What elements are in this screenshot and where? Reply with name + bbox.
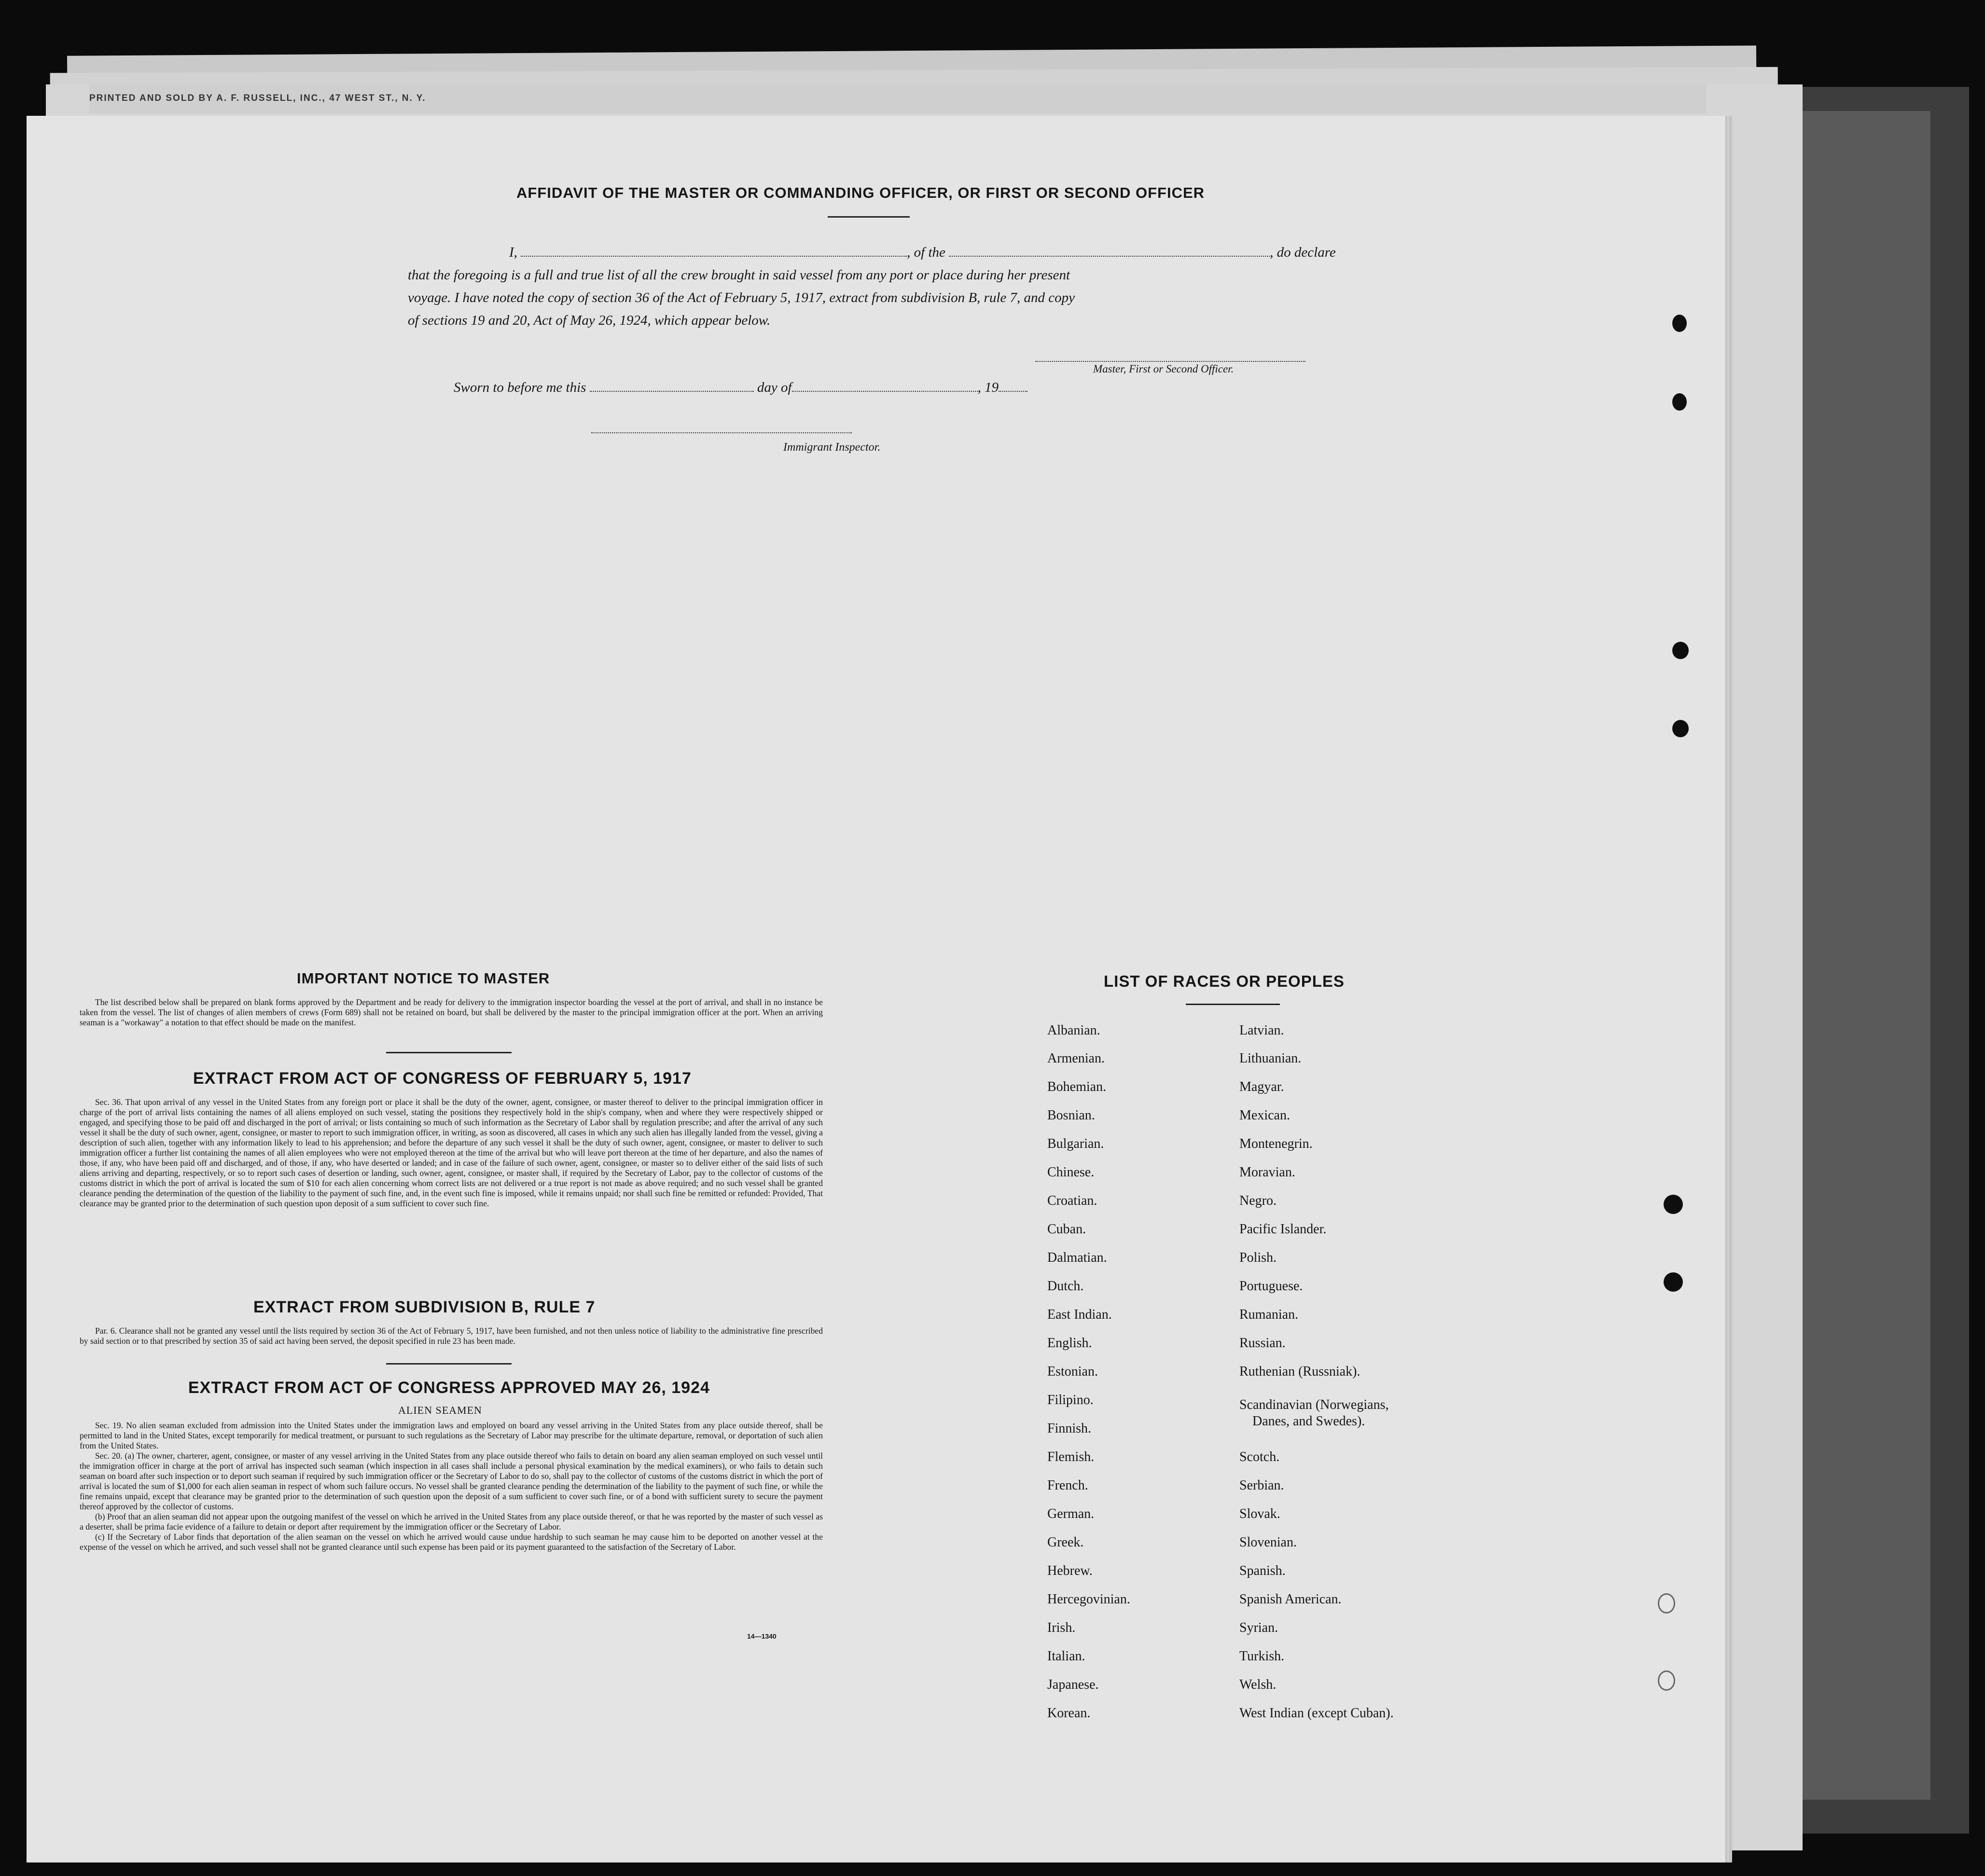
vessel-blank[interactable] bbox=[949, 242, 1270, 257]
binder-hole bbox=[1672, 642, 1689, 659]
master-signature-label: Master, First or Second Officer. bbox=[1093, 363, 1234, 375]
binder-hole-ring bbox=[1658, 1670, 1675, 1691]
act-1924-sec19: Sec. 19. No alien seaman excluded from admission into the United States under the immigration laws and employed on board any vessel arriving in the United States from any place outside thereof, shall be permitted to land in the United States, except temporarily for medical treatment, or pursuant to such regulations as the Secretary of Labor may prescribe for the ultimate departure, removal, or deportation of such alien from the United States. bbox=[80, 1421, 823, 1450]
race-left-item: Cuban. bbox=[1047, 1222, 1086, 1237]
act-1924-sec20c: (c) If the Secretary of Labor finds that deportation of the alien seaman on the vessel on which he arrived would cause undue hardship to such seaman he may cause him to be deported on another vessel at the expense of the vessel on which he arrived, and such vessel shall not be granted clearance until such expense has been paid or its payment guaranteed to the satisfaction of the Secretary of Labor. bbox=[80, 1532, 823, 1552]
binder-hole-ring bbox=[1658, 1593, 1675, 1614]
race-right-item: Portuguese. bbox=[1239, 1279, 1303, 1294]
race-right-item: Danes, and Swedes). bbox=[1252, 1414, 1365, 1429]
act-1924-text bbox=[80, 1421, 823, 1552]
form-number: 14—1340 bbox=[747, 1632, 777, 1640]
affidavit-i: I, bbox=[509, 245, 517, 260]
race-left-item: Bulgarian. bbox=[1047, 1136, 1104, 1151]
race-left-item: Greek. bbox=[1047, 1535, 1084, 1550]
sworn-day-blank[interactable] bbox=[590, 377, 754, 392]
affidavit-of-the: , of the bbox=[907, 245, 945, 260]
notice-paragraph: The list described below shall be prepared on blank forms approved by the Department and be ready for delivery to the immigration inspector boarding the vessel at the port of arrival, and shall in no instance be taken from the vessel. The list of changes of alien members of crews (Form 689) shall not be retained on board, but shall be delivered by the master to the principal immigration officer at the port. When an arriving seaman is a "workaway" a notation to that effect should be made on the manifest. bbox=[80, 997, 823, 1027]
race-right-item: Welsh. bbox=[1239, 1677, 1277, 1692]
race-right-item: Turkish. bbox=[1239, 1649, 1285, 1664]
race-left-item: Bohemian. bbox=[1047, 1079, 1107, 1094]
race-left-item: French. bbox=[1047, 1478, 1088, 1493]
race-right-item: Scandinavian (Norwegians, bbox=[1239, 1397, 1389, 1412]
race-left-item: Japanese. bbox=[1047, 1677, 1099, 1692]
divider bbox=[1186, 1004, 1280, 1005]
race-right-item: Negro. bbox=[1239, 1193, 1277, 1208]
inspector-signature-label: Immigrant Inspector. bbox=[783, 441, 881, 454]
race-left-item: Chinese. bbox=[1047, 1165, 1095, 1180]
affidavit-line-3: voyage. I have noted the copy of section 36 of the Act of February 5, 1917, extract from subdivision B, rule 7, and copy bbox=[408, 290, 1075, 305]
race-left-item: Flemish. bbox=[1047, 1449, 1095, 1464]
race-left-item: Hebrew. bbox=[1047, 1563, 1093, 1578]
race-right-item: Magyar. bbox=[1239, 1079, 1284, 1094]
race-left-item: Armenian. bbox=[1047, 1051, 1105, 1066]
notice-text bbox=[80, 997, 823, 1028]
race-right-item: Rumanian. bbox=[1239, 1307, 1299, 1322]
race-right-item: Spanish American. bbox=[1239, 1592, 1342, 1607]
race-left-item: Hercegovinian. bbox=[1047, 1592, 1130, 1607]
race-left-item: East Indian. bbox=[1047, 1307, 1112, 1322]
race-right-item: Slovak. bbox=[1239, 1506, 1280, 1521]
race-right-item: Montenegrin. bbox=[1239, 1136, 1313, 1151]
race-right-item: Spanish. bbox=[1239, 1563, 1286, 1578]
race-right-item: Pacific Islander. bbox=[1239, 1222, 1327, 1237]
act-1917-sec36: Sec. 36. That upon arrival of any vessel in the United States from any foreign port or place it shall be the duty of the owner, agent, consignee, or master thereof to deliver to the principal immigration officer in charge of the port of arrival lists containing the names of all aliens employed on such vessel, stating the positions they respectively hold in the ship's company, when and where they were respectively shipped or engaged, and specifying those to be paid off and discharged in the port of arrival; or lists containing so much of such information as the Secretary of Labor shall by regulation prescribe; and after the arrival of any such vessel it shall be the duty of such owner, agent, consignee, or master to report to such immigration officer, in writing, as soon as discovered, all cases in which any such alien has illegally landed from the vessel, giving a description of such alien, together with any information likely to lead to his apprehension; and before the departure of any such vessel it shall be the duty of such owner, agent, consignee, or master to deliver to such immigration officer a further list containing the names of all alien employees who were not employed thereon at the time of the arrival but who will leave port thereon at the time of her departure, and also the names of those, if any, who have been paid off and discharged, and of those, if any, who have deserted or landed; and in case of the failure of such owner, agent, consignee, or master so to deliver either of the said lists of such aliens arriving and departing, respectively, or so to report such cases of desertion or landing, such owner, agent, consignee, or master shall, if required by the Secretary of Labor, pay to the collector of customs of the customs district in which the port of arrival is located the sum of $10 for each alien concerning whom correct lists are not delivered or a true report is not made as above required; and no such vessel shall be granted clearance pending the determination of the question of the liability to the payment of such fine, and, in the event such fine is imposed, while it remains unpaid; nor shall such fine be remitted or refunded: Provided, That clearance may be granted prior to the determination of such question upon deposit of a sum sufficient to cover such fine. bbox=[80, 1097, 823, 1208]
inspector-signature-line[interactable] bbox=[591, 432, 852, 433]
printer-line: PRINTED AND SOLD BY A. F. RUSSELL, INC., 47 WEST ST., N. Y. bbox=[89, 93, 426, 103]
act-1924-sec20b: (b) Proof that an alien seaman did not appear upon the outgoing manifest of the vessel on which he arrived in the United States from any place outside thereof, or that he was reported by the master of such vessel as a deserter, shall be prima facie evidence of a failure to detain or deport after requirement by the immigration officer or the Secretary of Labor. bbox=[80, 1512, 823, 1531]
race-right-item: Slovenian. bbox=[1239, 1535, 1297, 1550]
affidavit-declare: , do declare bbox=[1270, 245, 1336, 260]
affidavit-line-2: that the foregoing is a full and true list of all the crew brought in said vessel from any port or place during her present bbox=[408, 267, 1070, 283]
act-1924-title: EXTRACT FROM ACT OF CONGRESS APPROVED MAY 26, 1924 bbox=[188, 1379, 710, 1397]
divider bbox=[386, 1363, 512, 1365]
race-left-item: Finnish. bbox=[1047, 1421, 1092, 1436]
race-right-item: Latvian. bbox=[1239, 1023, 1284, 1038]
binder-hole bbox=[1664, 1195, 1683, 1214]
sworn-month-blank[interactable] bbox=[792, 377, 978, 392]
race-left-item: Italian. bbox=[1047, 1649, 1085, 1664]
binder-hole bbox=[1672, 315, 1687, 332]
race-right-item: Ruthenian (Russniak). bbox=[1239, 1364, 1360, 1379]
master-signature-line[interactable] bbox=[1035, 361, 1305, 362]
binder-hole bbox=[1664, 1272, 1683, 1292]
race-left-item: Bosnian. bbox=[1047, 1108, 1095, 1123]
sworn-year-blank[interactable] bbox=[999, 377, 1027, 392]
sworn-line bbox=[454, 377, 1027, 396]
race-right-item: Mexican. bbox=[1239, 1108, 1290, 1123]
notice-title: IMPORTANT NOTICE TO MASTER bbox=[297, 970, 550, 987]
act-1924-sec20a: Sec. 20. (a) The owner, charterer, agent, consignee, or master of any vessel arriving in the United States from any place outside thereof who fails to detain on board any alien seaman employed on such vessel until the immigration officer in charge at the port of arrival has inspected such seaman (which inspection in all cases shall include a personal physical examination by the medical examiners), or who fails to detain such seaman on board after such inspection or to deport such seaman if required by such immigration officer or the Secretary of Labor to do so, shall pay to the collector of customs of the customs district in which the port of arrival is located the sum of $1,000 for each alien seaman in respect of whom such failure occurs. No vessel shall be granted clearance pending the determination of the liability to the payment of such fine, or while the fine remains unpaid, except that clearance may be granted prior to the determination of such question upon the deposit of a sum sufficient to cover such fine, or of a bond with sufficient surety to secure the payment thereof approved by the collector of customs. bbox=[80, 1451, 823, 1511]
race-right-item: Russian. bbox=[1239, 1336, 1286, 1351]
race-right-item: Lithuanian. bbox=[1239, 1051, 1302, 1066]
sworn-year: , 19 bbox=[977, 380, 999, 395]
rule-7-text bbox=[80, 1326, 823, 1346]
race-left-item: German. bbox=[1047, 1506, 1095, 1521]
binder-hole bbox=[1672, 720, 1689, 737]
affidavit-line-4: of sections 19 and 20, Act of May 26, 1924, which appear below. bbox=[408, 313, 771, 328]
rule-7-title: EXTRACT FROM SUBDIVISION B, RULE 7 bbox=[253, 1298, 596, 1316]
sworn-day-of: day of bbox=[757, 380, 792, 395]
race-right-item: Moravian. bbox=[1239, 1165, 1295, 1180]
affidavit-title: AFFIDAVIT OF THE MASTER OR COMMANDING OFFICER, OR FIRST OR SECOND OFFICER bbox=[516, 184, 1205, 201]
race-right-item: Polish. bbox=[1239, 1250, 1277, 1265]
act-1924-subtitle: ALIEN SEAMEN bbox=[398, 1404, 482, 1416]
document-page bbox=[27, 116, 1725, 1862]
name-blank[interactable] bbox=[521, 242, 907, 257]
race-left-item: English. bbox=[1047, 1336, 1092, 1351]
binder-hole bbox=[1672, 393, 1687, 411]
races-title: LIST OF RACES OR PEOPLES bbox=[1104, 972, 1345, 990]
race-right-item: West Indian (except Cuban). bbox=[1239, 1706, 1394, 1721]
race-left-item: Estonian. bbox=[1047, 1364, 1098, 1379]
race-right-item: Serbian. bbox=[1239, 1478, 1284, 1493]
act-1917-title: EXTRACT FROM ACT OF CONGRESS OF FEBRUARY 5, 1917 bbox=[193, 1069, 692, 1088]
race-right-item: Syrian. bbox=[1239, 1620, 1278, 1635]
affidavit-line-1 bbox=[509, 242, 1336, 261]
race-left-item: Croatian. bbox=[1047, 1193, 1097, 1208]
race-left-item: Korean. bbox=[1047, 1706, 1091, 1721]
race-left-item: Dutch. bbox=[1047, 1279, 1084, 1294]
race-left-item: Filipino. bbox=[1047, 1393, 1094, 1407]
rule-7-par6: Par. 6. Clearance shall not be granted any vessel until the lists required by section 36 of the Act of February 5, 1917, have been furnished, and not then unless notice of liability to the administrative fine prescribed by said section or to that prescribed by section 35 of said act having been served, the deposit specified in rule 23 has been made. bbox=[80, 1326, 823, 1346]
divider bbox=[386, 1052, 512, 1053]
race-right-item: Scotch. bbox=[1239, 1449, 1280, 1464]
sworn-prefix: Sworn to before me this bbox=[454, 380, 586, 395]
race-left-item: Albanian. bbox=[1047, 1023, 1100, 1038]
divider bbox=[828, 216, 910, 218]
race-left-item: Dalmatian. bbox=[1047, 1250, 1107, 1265]
race-left-item: Irish. bbox=[1047, 1620, 1076, 1635]
act-1917-text bbox=[80, 1097, 823, 1209]
